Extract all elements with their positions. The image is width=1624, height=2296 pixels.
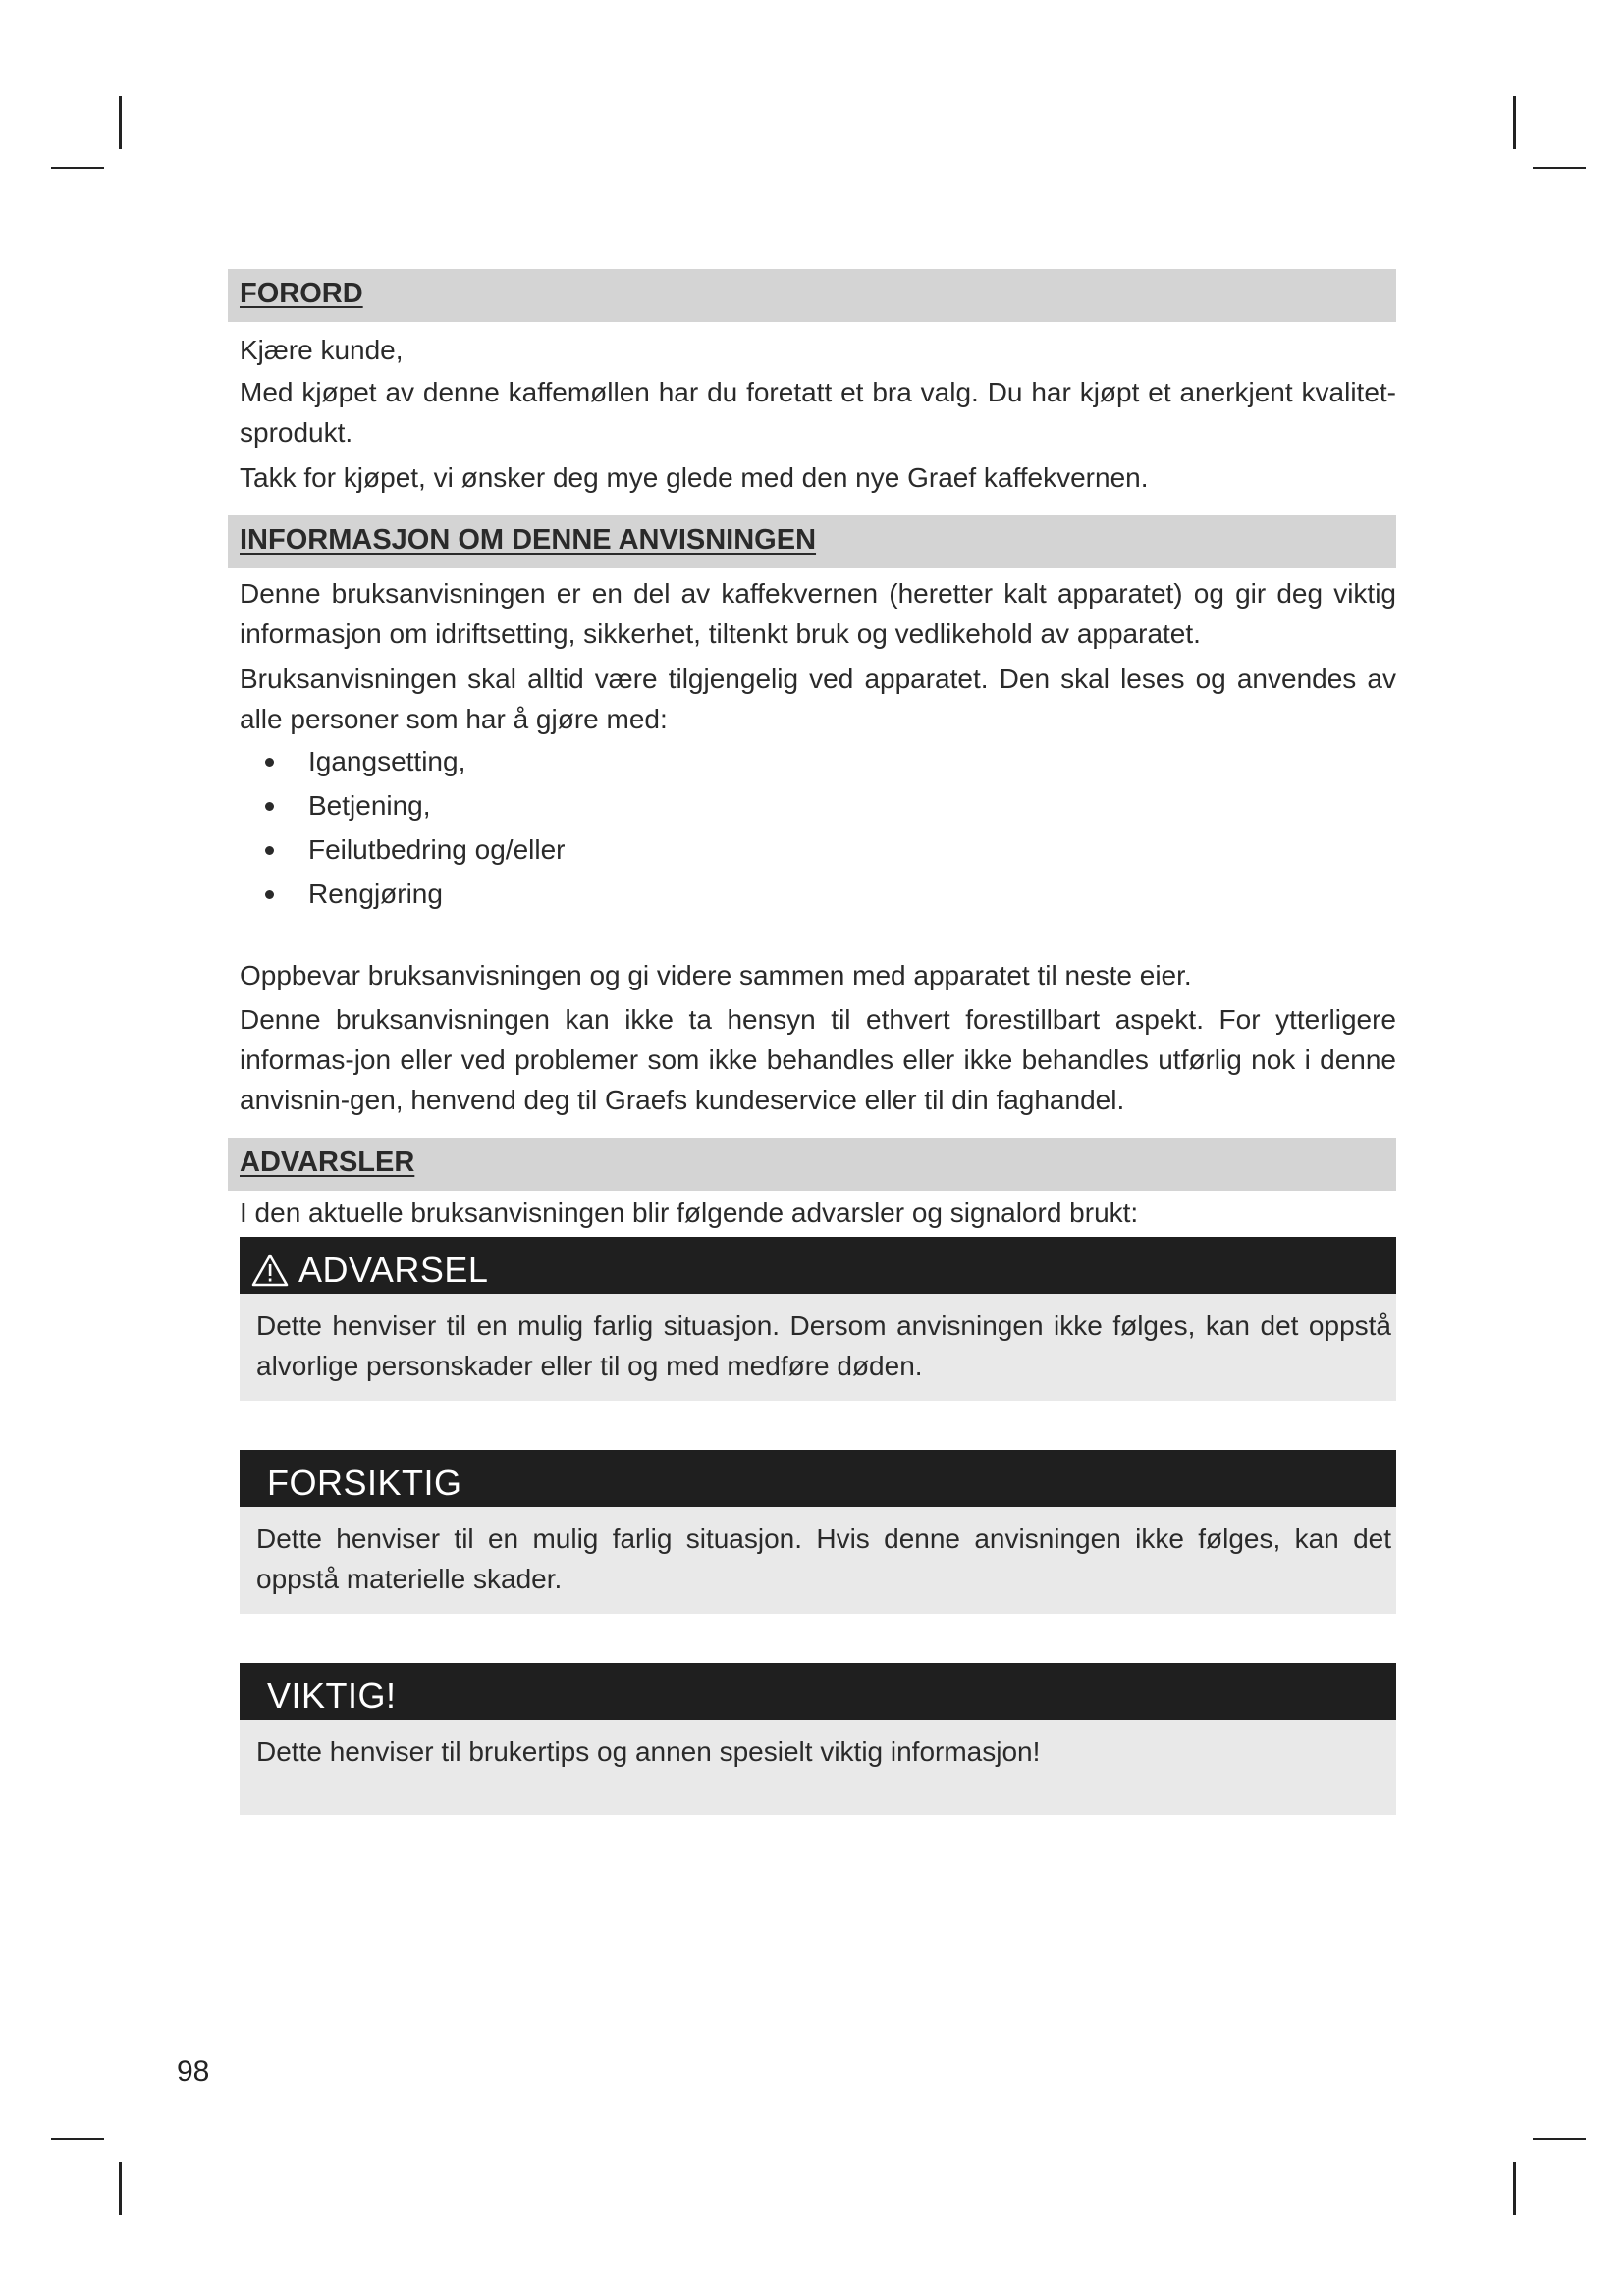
notice-title: FORSIKTIG xyxy=(267,1463,462,1503)
page-content xyxy=(228,269,1396,1815)
forord-thanks: Takk for kjøpet, vi ønsker deg mye glede med den nye Graef kaffekvernen. xyxy=(240,462,1149,493)
list-item xyxy=(265,783,1396,828)
advarsler-intro: I den aktuelle bruksanvisningen blir følgende advarsler og signalord brukt: xyxy=(240,1198,1139,1228)
section-heading-advarsler: ADVARSLER xyxy=(228,1138,1396,1191)
info-bullet-list xyxy=(228,739,1396,916)
list-item-text: Betjening, xyxy=(308,790,431,821)
list-item-text: Feilutbedring og/eller xyxy=(308,834,566,865)
list-item-text: Igangsetting, xyxy=(308,746,466,776)
list-item xyxy=(265,828,1396,872)
notice-text: Dette henviser til brukertips og annen spesielt viktig informasjon! xyxy=(256,1736,1041,1767)
bullet-icon xyxy=(265,802,274,811)
info-paragraph-2: Bruksanvisningen skal alltid være tilgjengelig ved apparatet. Den skal leses og anvendes av alle personer som har å gjøre med: xyxy=(240,664,1396,734)
crop-mark xyxy=(1513,2162,1516,2215)
section-heading-forord: FORORD xyxy=(228,269,1396,322)
crop-mark xyxy=(119,2162,122,2215)
notice-title-bar xyxy=(240,1450,1396,1507)
crop-mark xyxy=(1533,167,1586,169)
crop-mark xyxy=(119,96,122,149)
notice-text: Dette henviser til en mulig farlig situasjon. Hvis denne anvisningen ikke følges, kan det oppstå materielle skader. xyxy=(256,1523,1391,1594)
crop-mark xyxy=(51,167,104,169)
bullet-icon xyxy=(265,846,274,855)
notice-text: Dette henviser til en mulig farlig situasjon. Dersom anvisningen ikke følges, kan det oppstå alvorlige personskader eller til og med medføre døden. xyxy=(256,1310,1391,1381)
notice-viktig xyxy=(240,1663,1396,1815)
forord-paragraph: Med kjøpet av denne kaffemøllen har du foretatt et bra valg. Du har kjøpt et anerkjent kvalitet-sprodukt. xyxy=(240,377,1396,448)
crop-mark xyxy=(51,2138,104,2140)
warning-triangle-icon xyxy=(251,1254,289,1287)
salutation: Kjære kunde, xyxy=(240,335,404,365)
notice-title-bar xyxy=(240,1663,1396,1720)
info-paragraph-1: Denne bruksanvisningen er en del av kaffekvernen (heretter kalt apparatet) og gir deg viktig informasjon om idriftsetting, sikkerhet, tiltenkt bruk og vedlikehold av apparatet. xyxy=(240,578,1396,649)
bullet-icon xyxy=(265,890,274,899)
list-item xyxy=(265,739,1396,783)
bullet-icon xyxy=(265,758,274,767)
crop-mark xyxy=(1533,2138,1586,2140)
notice-forsiktig xyxy=(240,1450,1396,1614)
notice-title: VIKTIG! xyxy=(267,1676,397,1716)
notice-title: ADVARSEL xyxy=(298,1250,489,1290)
info-paragraph-3: Oppbevar bruksanvisningen og gi videre sammen med apparatet til neste eier. xyxy=(240,960,1192,990)
page-number: 98 xyxy=(177,2056,210,2088)
list-item xyxy=(265,872,1396,916)
info-paragraph-4: Denne bruksanvisningen kan ikke ta hensyn til ethvert forestillbart aspekt. For ytterligere informas-jon eller ved problemer som ikke behandles eller ikke behandles utførlig nok i denne anvisnin-gen, henvend deg til Graefs kundeservice eller til din faghandel. xyxy=(240,1004,1396,1115)
section-heading-info: INFORMASJON OM DENNE ANVISNINGEN xyxy=(228,515,1396,568)
crop-mark xyxy=(1513,96,1516,149)
notice-advarsel xyxy=(240,1237,1396,1401)
notice-title-bar xyxy=(240,1237,1396,1294)
list-item-text: Rengjøring xyxy=(308,879,443,909)
